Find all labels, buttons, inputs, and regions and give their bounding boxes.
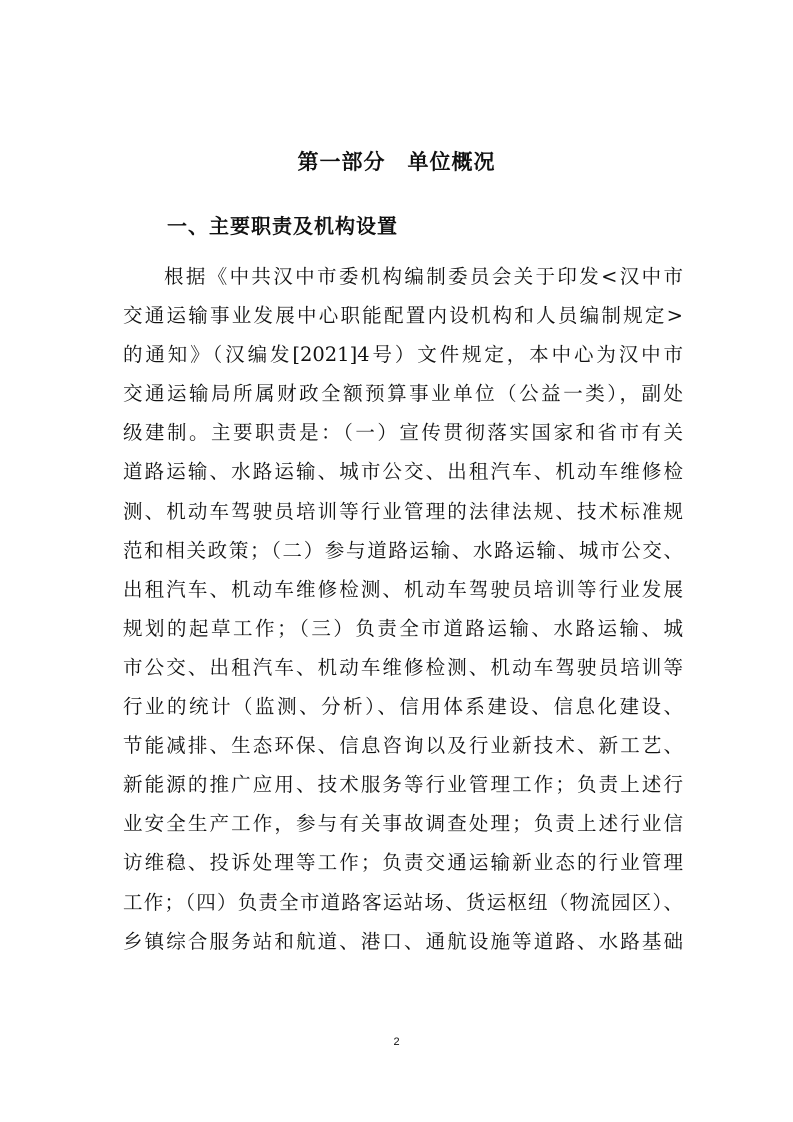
body-line: 道路运输、水路运输、城市公交、出租汽车、机动车维修检 [123,460,683,484]
page-number: 2 [393,1036,400,1048]
body-line: 根据《中共汉中市委机构编制委员会关于印发<汉中市 [164,265,683,288]
body-line: 交通运输局所属财政全额预算事业单位（公益一类），副处 [123,382,683,406]
body-line: 范和相关政策；（二）参与道路运输、水路运输、城市公交、 [123,538,683,562]
body-line: 节能减排、生态环保、信息咨询以及行业新技术、新工艺、 [123,734,683,758]
body-line: 业安全生产工作，参与有关事故调查处理；负责上述行业信 [123,812,683,836]
body-line: 的通知》（汉编发[2021]4号）文件规定，本中心为汉中市 [123,343,683,367]
body-line: 出租汽车、机动车维修检测、机动车驾驶员培训等行业发展 [123,577,683,601]
body-line: 规划的起草工作；（三）负责全市道路运输、水路运输、城 [123,616,683,640]
body-line: 工作；（四）负责全市道路客运站场、货运枢纽（物流园区）、 [123,890,683,914]
body-line: 新能源的推广应用、技术服务等行业管理工作；负责上述行 [123,773,683,797]
body-line: 行业的统计（监测、分析）、信用体系建设、信息化建设、 [123,695,683,719]
body-line: 交通运输事业发展中心职能配置内设机构和人员编制规定> [123,304,683,328]
section-heading: 一、主要职责及机构设置 [167,214,398,238]
body-line: 级建制。主要职责是：（一）宣传贯彻落实国家和省市有关 [123,421,683,445]
body-line: 访维稳、投诉处理等工作；负责交通运输新业态的行业管理 [123,851,683,875]
body-line: 乡镇综合服务站和航道、港口、通航设施等道路、水路基础 [123,929,683,953]
body-line: 测、机动车驾驶员培训等行业管理的法律法规、技术标准规 [123,499,683,523]
body-line: 市公交、出租汽车、机动车维修检测、机动车驾驶员培训等 [123,655,683,679]
body-paragraph [123,257,683,961]
page-title: 第一部分 单位概况 [297,150,496,174]
